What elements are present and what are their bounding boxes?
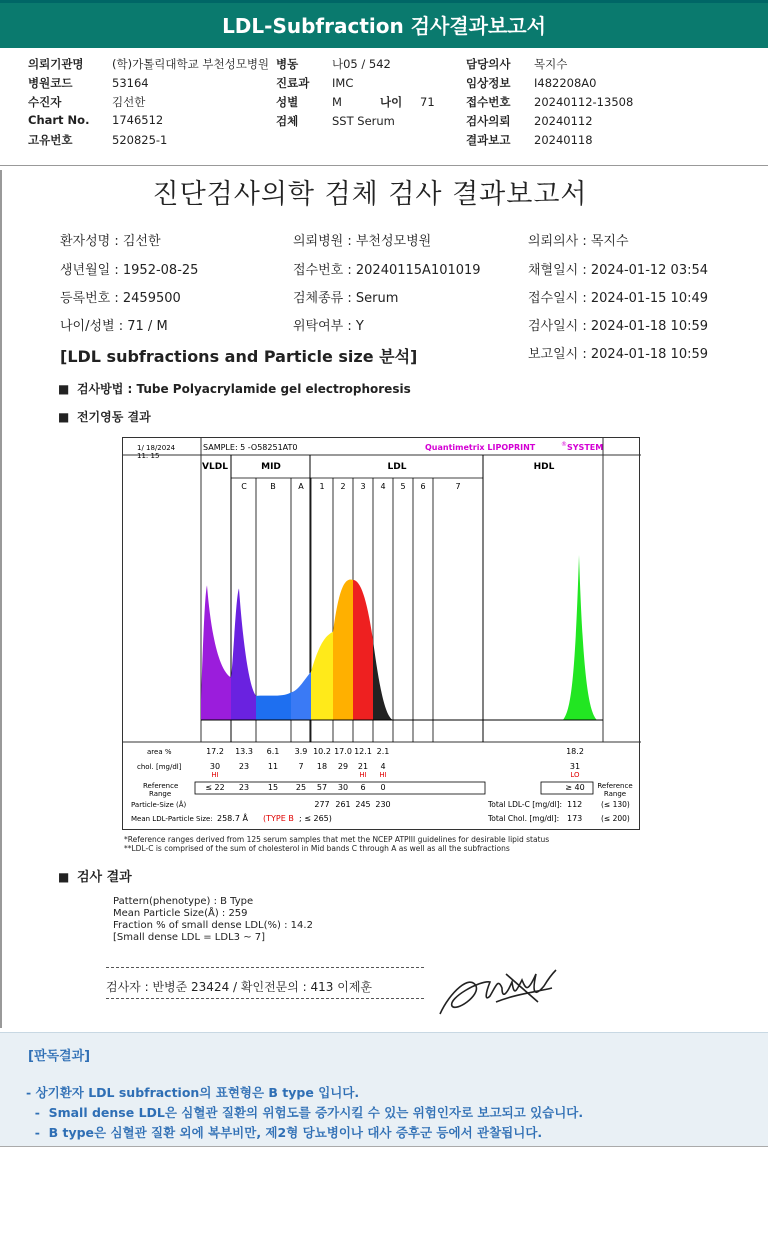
area-pct-value: 10.2 [313, 747, 331, 756]
result-item: ■ 검사 결과 [58, 870, 132, 885]
ref-value: ≤ 22 [205, 783, 225, 792]
chol-value: 31 [569, 762, 581, 771]
interpretation-title: [판독결과] [28, 1049, 91, 1064]
particle-size-value: 277 [314, 800, 330, 809]
chol-value: 11 [267, 762, 279, 771]
flag-label: LO [570, 771, 580, 779]
value: IMC [332, 76, 354, 90]
signature-rule-top [106, 967, 424, 968]
total-ldl-value: 112 [567, 800, 583, 809]
particle-size-value: 245 [355, 800, 371, 809]
ldl4-area [373, 640, 393, 720]
result-line: Fraction % of small dense LDL(%) : 14.2 [113, 920, 313, 931]
patient-field: 접수번호 : 20240115A101019 [293, 263, 481, 278]
group-label-mid: MID [261, 462, 281, 472]
handwritten-signature [436, 962, 562, 1024]
value: 김선한 [112, 95, 146, 109]
total-chol-value: 173 [567, 814, 583, 823]
value: 목지수 [534, 57, 568, 71]
chart-svg [123, 438, 641, 831]
chol-value: 18 [316, 762, 328, 771]
patient-field: 채혈일시 : 2024-01-12 03:54 [528, 263, 709, 278]
electro-item: ■ 전기영동 결과 [58, 410, 151, 424]
label: 진료과 [276, 76, 310, 90]
patient-field: 나이/성별 : 71 / M [60, 319, 168, 334]
info-col1 [28, 56, 269, 151]
flag-label: HI [379, 771, 387, 779]
group-label-vldl: VLDL [202, 462, 228, 472]
patient-field: 접수일시 : 2024-01-15 10:49 [528, 291, 709, 306]
area-pct-value: 17.2 [206, 747, 224, 756]
patient-field: 등록번호 : 2459500 [60, 291, 181, 306]
row-label-range: Range [149, 790, 172, 798]
electro-title: 전기영동 결과 [76, 410, 151, 424]
label: 성별 [276, 95, 299, 109]
patient-field: 환자성명 : 김선한 [60, 234, 161, 249]
band-label: 3 [360, 482, 366, 491]
result-title: 검사 결과 [76, 870, 132, 885]
value: 20240112 [534, 114, 593, 128]
interpretation-line: - Small dense LDL은 심혈관 질환의 위험도를 증가시킬 수 있는 위험인자로 보고되고 있습니다. [26, 1105, 584, 1120]
method-text: 검사방법 : Tube Polyacrylamide gel electrophoresis [76, 382, 411, 396]
group-label-ldl: LDL [387, 462, 407, 472]
band-label: 1 [319, 482, 325, 491]
ldl2-area [333, 579, 353, 720]
label: Chart No. [28, 113, 90, 127]
info-col3 [466, 56, 633, 151]
vldl-peak [201, 585, 231, 720]
signature-text: 검사자 : 반병준 23424 / 확인전문의 : 413 이제훈 [106, 980, 373, 994]
mid-peak [231, 588, 256, 720]
value: 520825-1 [112, 133, 168, 147]
note-line: *Reference ranges derived from 125 serum samples that met the NCEP ATPIII guidelines for desirable lipid status [124, 835, 550, 844]
interpretation-line: - B type은 심혈관 질환 외에 복부비만, 제2형 당뇨병이나 대사 증후군 등에서 관찰됩니다. [26, 1125, 543, 1140]
label: 의뢰기관명 [28, 57, 84, 71]
ldl3-area [353, 580, 373, 720]
patient-field: 위탁여부 : Y [293, 319, 364, 334]
flag-label: HI [211, 771, 219, 779]
label: 접수번호 [466, 95, 511, 109]
band-label: 7 [455, 482, 461, 491]
ref-value: 30 [337, 783, 349, 792]
area-pct-value: 12.1 [354, 747, 372, 756]
row-label-chol: chol. [mg/dl] [137, 763, 182, 771]
chol-value: 4 [380, 762, 386, 771]
age-value: 71 [420, 95, 435, 109]
area-pct-value: 6.1 [266, 747, 280, 756]
band-label: C [241, 482, 247, 491]
note-line: **LDL-C is comprised of the sum of cholesterol in Mid bands C through A as well as all the subfractions [124, 844, 510, 853]
ref-value: 15 [267, 783, 279, 792]
chol-value: 23 [238, 762, 250, 771]
mean-ref-value: ; ≤ 265) [299, 814, 332, 823]
ref-value: ≥ 40 [565, 783, 585, 792]
group-label-hdl: HDL [533, 462, 555, 472]
ref-value: 23 [238, 783, 250, 792]
ref-value: 0 [380, 783, 386, 792]
chart-date: 1/ 18/2024 [137, 444, 176, 452]
band-label: A [298, 482, 304, 491]
value: 20240118 [534, 133, 593, 147]
result-lines [113, 896, 313, 944]
report-header: LDL-Subfraction 검사결과보고서 [0, 0, 768, 48]
area-pct-value: 2.1 [376, 747, 390, 756]
area-pct-value: 17.0 [334, 747, 352, 756]
mean-size-value: 258.7 Å [217, 814, 248, 823]
section-title: [LDL subfractions and Particle size 분석] [60, 347, 418, 366]
label: 임상정보 [466, 76, 511, 90]
label: 결과보고 [466, 133, 511, 147]
area-pct-value: 3.9 [294, 747, 308, 756]
band-label: B [270, 482, 276, 491]
patient-field: 검체종류 : Serum [293, 291, 399, 306]
label: 검사의뢰 [466, 114, 511, 128]
result-line: [Small dense LDL = LDL3 ~ 7] [113, 932, 266, 943]
area-pct-value: 13.3 [235, 747, 253, 756]
label: 검체 [276, 114, 299, 128]
value: SST Serum [332, 114, 395, 128]
chol-value: 29 [337, 762, 349, 771]
patient-field: 의뢰병원 : 부천성모병원 [293, 234, 432, 249]
electrophoresis-chart [122, 437, 640, 830]
patient-field: 생년월일 : 1952-08-25 [60, 263, 199, 278]
band-label: 6 [420, 482, 426, 491]
chart-notes [124, 835, 549, 853]
divider [0, 165, 768, 166]
ref-label-right: Reference [597, 782, 633, 790]
row-label-area: area % [147, 748, 172, 756]
value: 20240112-13508 [534, 95, 634, 109]
chart-system: Quantimetrix LIPOPRINT [425, 443, 536, 452]
band-c-area [256, 692, 291, 720]
patient-field: 의뢰의사 : 목지수 [528, 234, 629, 249]
chart-system-suffix: SYSTEM [567, 443, 604, 452]
particle-size-value: 261 [335, 800, 351, 809]
value: M [332, 95, 342, 109]
value: I482208A0 [534, 76, 597, 90]
chol-value: 7 [298, 762, 304, 771]
label: 수진자 [28, 95, 62, 109]
band-a-area [291, 672, 311, 720]
band-label: 2 [340, 482, 346, 491]
value: 53164 [112, 76, 149, 90]
interpretation-line: - 상기환자 LDL subfraction의 표현형은 B type 입니다. [26, 1085, 360, 1100]
chol-value: 21 [357, 762, 369, 771]
method-item: ■ 검사방법 : Tube Polyacrylamide gel electrophoresis [58, 382, 411, 396]
report-date: 보고일시 : 2024-01-18 10:59 [528, 347, 709, 362]
band-label: 4 [380, 482, 386, 491]
hdl-peak [563, 555, 597, 720]
label: 병동 [276, 57, 299, 71]
info-col2 [276, 56, 435, 132]
chart-time: 11: 15 [137, 452, 160, 460]
patient-field: 검사일시 : 2024-01-18 10:59 [528, 319, 709, 334]
band-label: 5 [400, 482, 406, 491]
value: 1746512 [112, 113, 164, 127]
ref-value: 25 [295, 783, 307, 792]
signature-rule-bottom [106, 998, 424, 999]
chart-sample: SAMPLE: 5 -O58251AT0 [203, 443, 298, 452]
ldl1-area [311, 632, 333, 720]
ref-value: 57 [316, 783, 328, 792]
label: 담당의사 [466, 57, 511, 71]
total-chol-ref: (≤ 200) [601, 814, 630, 823]
result-line: Pattern(phenotype) : B Type [113, 896, 254, 907]
total-chol-label: Total Chol. [mg/dl]: [488, 814, 560, 823]
label: 병원코드 [28, 76, 73, 90]
value: (학)가톨릭대학교 부천성모병원 [112, 57, 270, 71]
value: 나05 / 542 [332, 57, 391, 71]
ref-value: 6 [360, 783, 366, 792]
mean-type-value: (TYPE B [263, 814, 294, 823]
particle-size-value: 230 [375, 800, 391, 809]
area-pct-value: 18.2 [566, 747, 584, 756]
row-label-ref: Reference [143, 782, 179, 790]
chart-system-reg: ® [561, 441, 567, 448]
total-ldl-ref: (≤ 130) [601, 800, 630, 809]
row-label-mean: Mean LDL-Particle Size: [131, 815, 213, 823]
chol-value: 30 [209, 762, 221, 771]
report-title: 진단검사의학 검체 검사 결과보고서 [152, 179, 588, 210]
flag-label: HI [359, 771, 367, 779]
label: 고유번호 [28, 133, 73, 147]
total-ldl-label: Total LDL-C [mg/dl]: [488, 800, 563, 809]
ref-label-right-2: Range [603, 790, 627, 798]
age-label: 나이 [380, 95, 403, 109]
interpretation-panel [0, 1032, 768, 1147]
result-line: Mean Particle Size(Å) : 259 [113, 908, 248, 919]
row-label-ps: Particle-Size (Å) [131, 801, 187, 809]
